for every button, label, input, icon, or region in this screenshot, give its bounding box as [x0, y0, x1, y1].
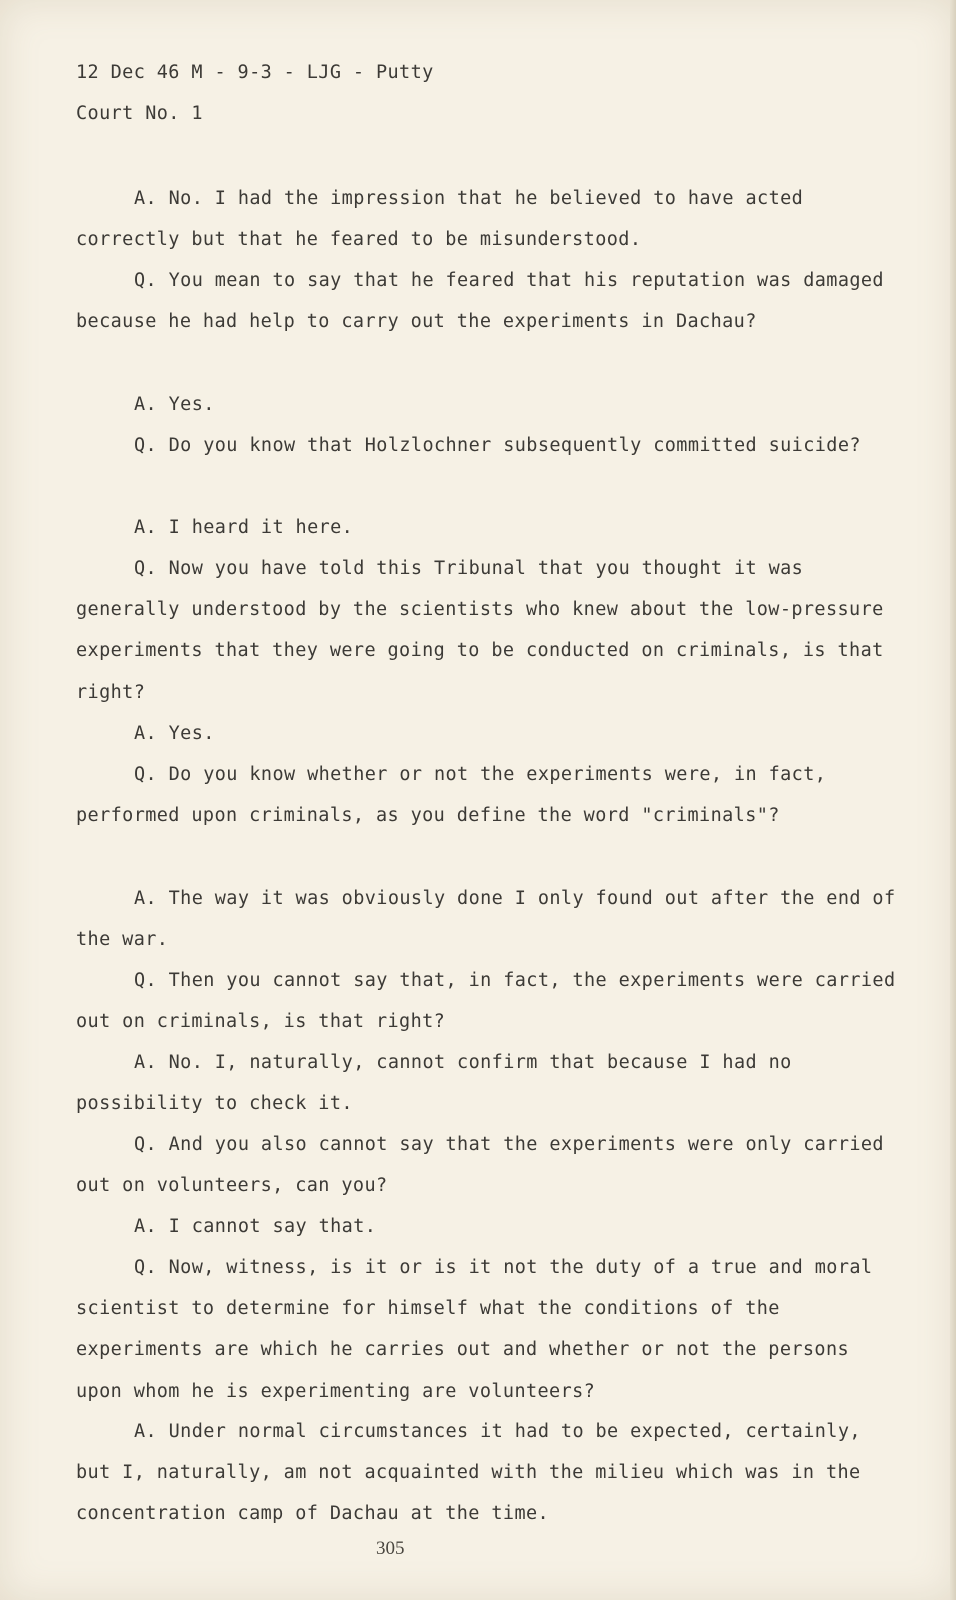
paragraph-text: Q. You mean to say that he feared that his reputation was damaged because he had help to carry out the experiments in Dachau?: [76, 270, 884, 333]
paragraph-text: A. I heard it here.: [134, 517, 354, 538]
header-court-line: Court No. 1: [76, 103, 203, 124]
paragraph-question: [76, 1124, 896, 1206]
header-session-line: 12 Dec 46 M - 9-3 - LJG - Putty: [76, 62, 434, 83]
paragraph-text: Q. Now, witness, is it or is it not the duty of a true and moral scientist to determine for himself what the conditions of the experiments are which he carries out and whether or not the persons upon whom he is experimenting are volunteers?: [76, 1257, 873, 1402]
paragraph-answer: [76, 878, 896, 960]
paragraph-text: A. I cannot say that.: [134, 1216, 377, 1237]
paragraph-answer: [76, 178, 896, 260]
paragraph-text: Q. Then you cannot say that, in fact, the experiments were carried out on criminals, is that right?: [76, 970, 896, 1033]
paragraph-answer: [76, 1411, 896, 1535]
paragraph-text: A. Yes.: [134, 394, 215, 415]
paragraph-answer: [76, 1042, 896, 1124]
paragraph-text: A. Under normal circumstances it had to be expected, certainly, but I, naturally, am not acquainted with the milieu which was in the concentration camp of Dachau at the time.: [76, 1421, 861, 1525]
paragraph-text: A. The way it was obviously done I only found out after the end of the war.: [76, 888, 896, 951]
paragraph-text: Q. Now you have told this Tribunal that you thought it was generally understood by the scientists who knew about the low-pressure experiments that they were going to be conducted on criminals, is that right?: [76, 558, 884, 703]
paragraph-question: [76, 425, 896, 466]
paragraph-text: A. Yes.: [134, 723, 215, 744]
paragraph-question: [76, 960, 896, 1042]
paragraph-text: Q. And you also cannot say that the experiments were only carried out on volunteers, can you?: [76, 1134, 884, 1197]
paragraph-question: [76, 1247, 896, 1412]
paragraph-answer: [76, 713, 896, 754]
paragraph-text: Q. Do you know that Holzlochner subsequently committed suicide?: [134, 435, 861, 456]
paragraph-question: [76, 260, 896, 342]
page-number: 305: [376, 1538, 405, 1559]
paper-edge: [950, 0, 956, 1600]
paragraph-text: Q. Do you know whether or not the experiments were, in fact, performed upon criminals, as you define the word "criminals"?: [76, 764, 827, 827]
paragraph-text: A. No. I had the impression that he believed to have acted correctly but that he feared to be misunderstood.: [76, 188, 804, 251]
paragraph-text: A. No. I, naturally, cannot confirm that because I had no possibility to check it.: [76, 1052, 792, 1115]
paragraph-answer: [76, 507, 896, 548]
paragraph-question: [76, 548, 896, 713]
paragraph-question: [76, 754, 896, 836]
paragraph-answer: [76, 1206, 896, 1247]
paragraph-answer: [76, 384, 896, 425]
